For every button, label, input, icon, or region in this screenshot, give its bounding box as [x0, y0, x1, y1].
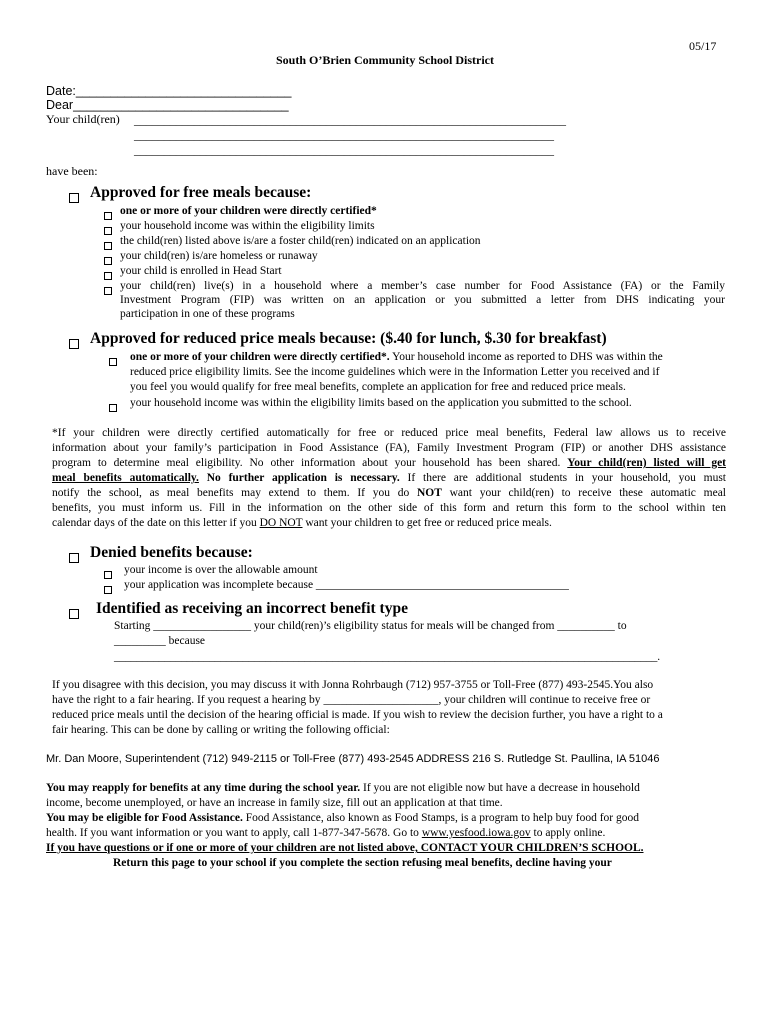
district-title: South O’Brien Community School District: [275, 53, 494, 67]
incorrect-benefit-line-2: _________ because: [114, 635, 206, 647]
children-line-2[interactable]: ______________________________________________________________________: [134, 128, 554, 142]
appeal-line-3: reduced price meals until the decision of the hearing official is made. If you wish to review the decision further, you have a right to a: [52, 709, 663, 721]
reduced-reason-direct-cert: [130, 350, 663, 365]
appeal-line-4: fair hearing. This can be done by calling or writing the following official:: [52, 724, 390, 736]
denied-reason-income: your income is over the allowable amount: [124, 564, 318, 576]
free-meals-checkbox[interactable]: [69, 190, 79, 208]
yesfood-link[interactable]: www.yesfood.iowa.gov: [421, 827, 531, 839]
reduced-reason-checkbox[interactable]: [109, 399, 117, 417]
footnote-line-1: *If your children were directly certified automatically for free or reduced price meal benefits, Federal law allows us to receive: [52, 427, 726, 439]
reapply-rest: If you are not eligible now but have a decrease in household: [360, 782, 640, 794]
footnote-line-3: [52, 456, 726, 471]
footnote-do-not: DO NOT: [259, 517, 303, 529]
footnote-no-application: No further application is necessary.: [198, 472, 400, 484]
free-reason-fip-line-1: your child(ren) live(s) in a household where a member’s case number for Food Assistance (FA) or the Family: [120, 280, 725, 292]
free-reason-homeless: your child(ren) is/are homeless or runaway: [120, 250, 318, 262]
free-reason-checkbox[interactable]: [104, 282, 112, 300]
footnote-line-2: information about your family’s participation in Food Assistance (FA), Family Investment Program (FIP) or another DHS assistance: [52, 442, 726, 454]
reduced-reason-checkbox[interactable]: [109, 353, 117, 371]
dear-line: _______________________________: [73, 98, 289, 112]
food-assistance-line-2: [46, 826, 605, 841]
footnote-line-4: [52, 471, 726, 486]
dear-field[interactable]: [46, 98, 289, 113]
reduced-direct-cert-rest: Your household income as reported to DHS was within the: [389, 351, 663, 363]
footnote-line-5: [52, 486, 726, 501]
footnote-auto-benefits-cont: meal benefits automatically.: [52, 472, 199, 484]
free-meals-heading: Approved for free meals because:: [90, 184, 312, 201]
form-date-code: 05/17: [689, 39, 717, 53]
footnote-line-7-start: calendar days of the date on this letter if you: [52, 517, 260, 529]
free-reason-direct-cert: one or more of your children were directly certified*: [120, 205, 377, 217]
footnote-line-7-rest: want your children to get free or reduced price meals.: [302, 517, 552, 529]
footnote-line-5-start: notify the school, as meal benefits may extend to them. If you do: [52, 487, 417, 499]
footnote-line-3-start: program to determine meal eligibility. No other information about your household has been shared.: [52, 457, 568, 469]
free-reason-fip-line-2: Investment Program (FIP) was written on an application or you submitted a letter from DHS indicating your: [120, 294, 725, 306]
reduced-meals-heading: Approved for reduced price meals because: ($.40 for lunch, $.30 for breakfast): [90, 330, 607, 347]
reduced-meals-checkbox[interactable]: [69, 336, 79, 354]
food-assistance-rest: Food Assistance, also known as Food Stamps, is a program to help buy food for good: [242, 812, 639, 824]
denied-heading: Denied benefits because:: [90, 544, 253, 561]
food-assistance-bold: You may be eligible for Food Assistance.: [46, 812, 243, 824]
denied-checkbox[interactable]: [69, 550, 79, 568]
footnote-auto-benefits: Your child(ren) listed will get: [567, 457, 727, 469]
hearing-official-contact: Mr. Dan Moore, Superintendent (712) 949-2115 or Toll-Free (877) 493-2545 ADDRESS 216 S. Rutledge St. Paullina, IA 51046: [46, 753, 660, 765]
incorrect-benefit-line-1: Starting _________________ your child(ren)’s eligibility status for meals will be changed from __________ to: [114, 620, 627, 632]
appeal-line-1: If you disagree with this decision, you may discuss it with Jonna Rohrbaugh (712) 957-3755 or Toll-Free (877) 493-2545.You also: [52, 679, 654, 691]
children-line-1[interactable]: ________________________________________________________________________: [134, 113, 566, 127]
date-field[interactable]: [46, 84, 291, 99]
return-page-notice: Return this page to your school if you complete the section refusing meal benefits, decline having your: [113, 857, 612, 869]
food-assistance-line-2-end: to apply online.: [530, 827, 606, 839]
incorrect-benefit-heading: Identified as receiving an incorrect benefit type: [96, 600, 408, 617]
date-line: _______________________________: [75, 84, 292, 98]
denied-reason-checkbox[interactable]: [104, 581, 112, 599]
food-assistance-line-1: [46, 811, 639, 826]
incorrect-benefit-checkbox[interactable]: [69, 606, 79, 624]
footnote-line-7: [52, 516, 552, 531]
appeal-line-2: [52, 693, 650, 708]
date-label: Date:: [46, 84, 76, 98]
have-been-text: have been:: [46, 164, 98, 178]
appeal-line-2-start: have the right to a fair hearing. If you request a hearing by: [52, 694, 324, 706]
reapply-bold: You may reapply for benefits at any time during the school year.: [46, 782, 361, 794]
free-reason-head-start: your child is enrolled in Head Start: [120, 265, 282, 277]
incorrect-benefit-line-3: _________________________________________________________________________________________________.: [114, 651, 660, 663]
free-reason-foster: the child(ren) listed above is/are a foster child(ren) indicated on an application: [120, 235, 481, 247]
reduced-direct-cert-bold: one or more of your children were directly certified*.: [130, 351, 390, 363]
free-reason-income: your household income was within the eligibility limits: [120, 220, 375, 232]
footnote-not: NOT: [416, 487, 442, 499]
food-assistance-line-2-start: health. If you want information or you want to apply, call 1-877-347-5678. Go to: [46, 827, 422, 839]
footnote-line-6: benefits, you must inform us. Fill in the information on the other side of this form and return this form to the school within ten: [52, 502, 726, 514]
children-label: Your child(ren): [46, 112, 120, 126]
reduced-reason-line-2: reduced price eligibility limits. See the income guidelines which were in the Information Letter you received and if: [130, 366, 660, 378]
reapply-line-1: [46, 781, 640, 796]
reduced-reason-income: your household income was within the eligibility limits based on the application you submitted to the school.: [130, 397, 632, 409]
reapply-line-2: income, become unemployed, or have an increase in family size, fill out an application at that time.: [46, 797, 503, 809]
footnote-line-4-rest: If there are additional students in your household, you must: [399, 472, 726, 484]
contact-school-notice: If you have questions or if one or more of your children are not listed above, CONTACT YOUR CHILDREN’S SCHOOL.: [46, 842, 644, 854]
footnote-line-5-rest: want your child(ren) to receive these automatic meal: [441, 487, 726, 499]
children-line-3[interactable]: ______________________________________________________________________: [134, 143, 554, 157]
free-reason-fip-line-3: participation in one of these programs: [120, 308, 295, 320]
denied-reason-incomplete: your application was incomplete because ____________________________________________: [124, 579, 569, 591]
hearing-date-blank[interactable]: ____________________: [323, 694, 439, 706]
reduced-reason-line-3: you feel you would qualify for free meal benefits, complete an application for free and reduced price meals.: [130, 381, 626, 393]
appeal-line-2-rest: , your children will continue to receive free or: [438, 694, 651, 706]
dear-label: Dear: [46, 98, 74, 112]
